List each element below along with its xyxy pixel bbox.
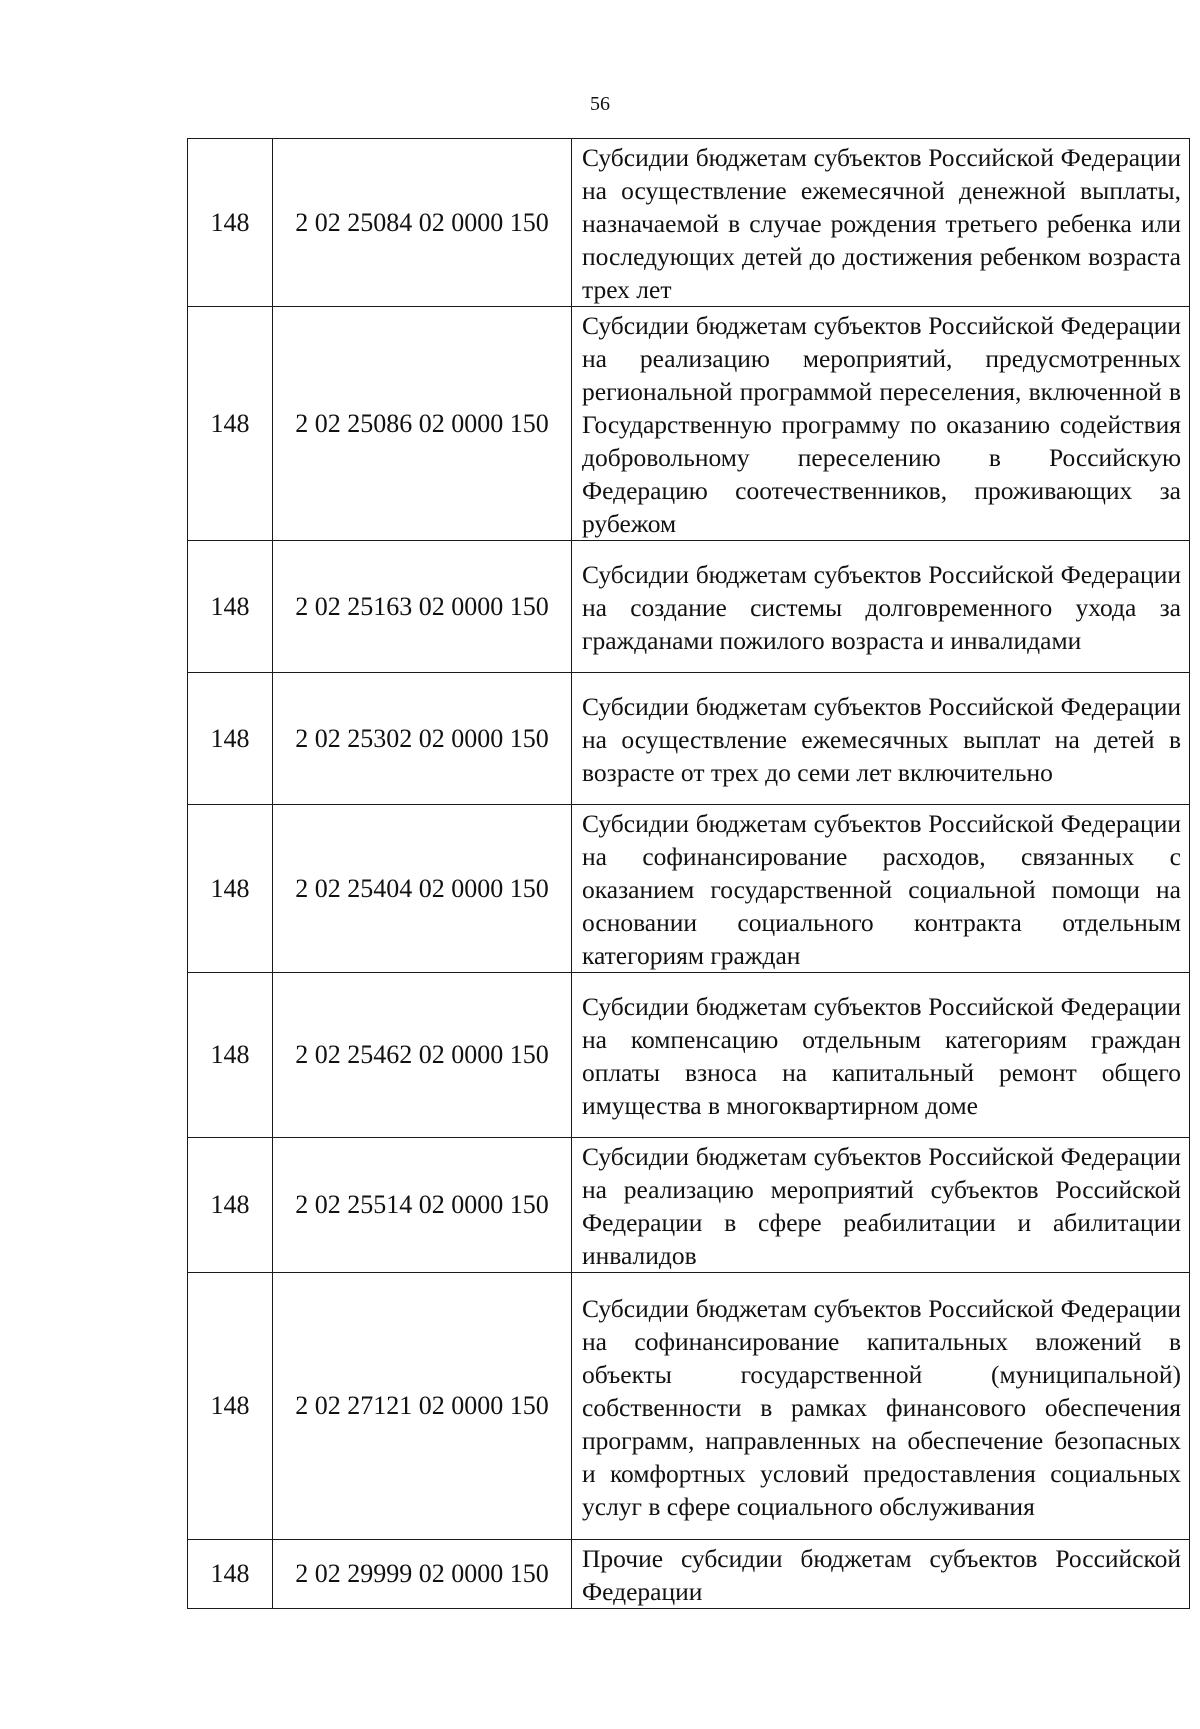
table-row (188, 973, 1190, 1138)
table-row (188, 673, 1190, 805)
table-row (188, 307, 1190, 541)
admin-code-cell: 148 (188, 973, 273, 1138)
budget-classification-table (187, 138, 1190, 1609)
admin-code-cell: 148 (188, 673, 273, 805)
admin-code-cell: 148 (188, 1540, 273, 1609)
budget-code-cell: 2 02 25163 02 0000 150 (273, 541, 572, 673)
budget-code-cell: 2 02 27121 02 0000 150 (273, 1273, 572, 1540)
income-name-cell: Субсидии бюджетам субъектов Российской Федерации на создание системы долговременного ухода за гражданами пожилого возраста и инвалидами (572, 541, 1190, 673)
income-name-cell: Субсидии бюджетам субъектов Российской Федерации на осуществление ежемесячной денежной выплаты, назначаемой в случае рождения третьего ребенка или последующих детей до достижения ребенком возраста трех лет (572, 139, 1190, 307)
page-number: 56 (590, 93, 610, 115)
budget-code-cell: 2 02 25462 02 0000 150 (273, 973, 572, 1138)
income-name-cell: Субсидии бюджетам субъектов Российской Федерации на софинансирование капитальных вложений в объекты государственной (муниципальной) собственности в рамках финансового обеспечения программ, направленных на обеспечение безопасных и комфортных условий предоставления социальных услуг в сфере социального обслуживания (572, 1273, 1190, 1540)
budget-code-cell: 2 02 25086 02 0000 150 (273, 307, 572, 541)
income-name-cell: Субсидии бюджетам субъектов Российской Федерации на осуществление ежемесячных выплат на детей в возрасте от трех до семи лет включительно (572, 673, 1190, 805)
table-row (188, 1540, 1190, 1609)
admin-code-cell: 148 (188, 307, 273, 541)
admin-code-cell: 148 (188, 541, 273, 673)
income-name-cell: Субсидии бюджетам субъектов Российской Федерации на реализацию мероприятий, предусмотренных региональной программой переселения, включенной в Государственную программу по оказанию содействия добровольному переселению в Российскую Федерацию соотечественников, проживающих за рубежом (572, 307, 1190, 541)
admin-code-cell: 148 (188, 1138, 273, 1273)
table-row (188, 1138, 1190, 1273)
admin-code-cell: 148 (188, 805, 273, 973)
budget-code-cell: 2 02 29999 02 0000 150 (273, 1540, 572, 1609)
table-row (188, 1273, 1190, 1540)
admin-code-cell: 148 (188, 1273, 273, 1540)
admin-code-cell: 148 (188, 139, 273, 307)
budget-code-cell: 2 02 25514 02 0000 150 (273, 1138, 572, 1273)
table-row (188, 805, 1190, 973)
income-name-cell: Субсидии бюджетам субъектов Российской Федерации на реализацию мероприятий субъектов Российской Федерации в сфере реабилитации и абилитации инвалидов (572, 1138, 1190, 1273)
table-row (188, 541, 1190, 673)
budget-code-cell: 2 02 25302 02 0000 150 (273, 673, 572, 805)
income-name-cell: Субсидии бюджетам субъектов Российской Федерации на компенсацию отдельным категориям граждан оплаты взноса на капитальный ремонт общего имущества в многоквартирном доме (572, 973, 1190, 1138)
income-name-cell: Субсидии бюджетам субъектов Российской Федерации на софинансирование расходов, связанных с оказанием государственной социальной помощи на основании социального контракта отдельным категориям граждан (572, 805, 1190, 973)
income-name-cell: Прочие субсидии бюджетам субъектов Российской Федерации (572, 1540, 1190, 1609)
table-row (188, 139, 1190, 307)
budget-code-cell: 2 02 25404 02 0000 150 (273, 805, 572, 973)
budget-code-cell: 2 02 25084 02 0000 150 (273, 139, 572, 307)
